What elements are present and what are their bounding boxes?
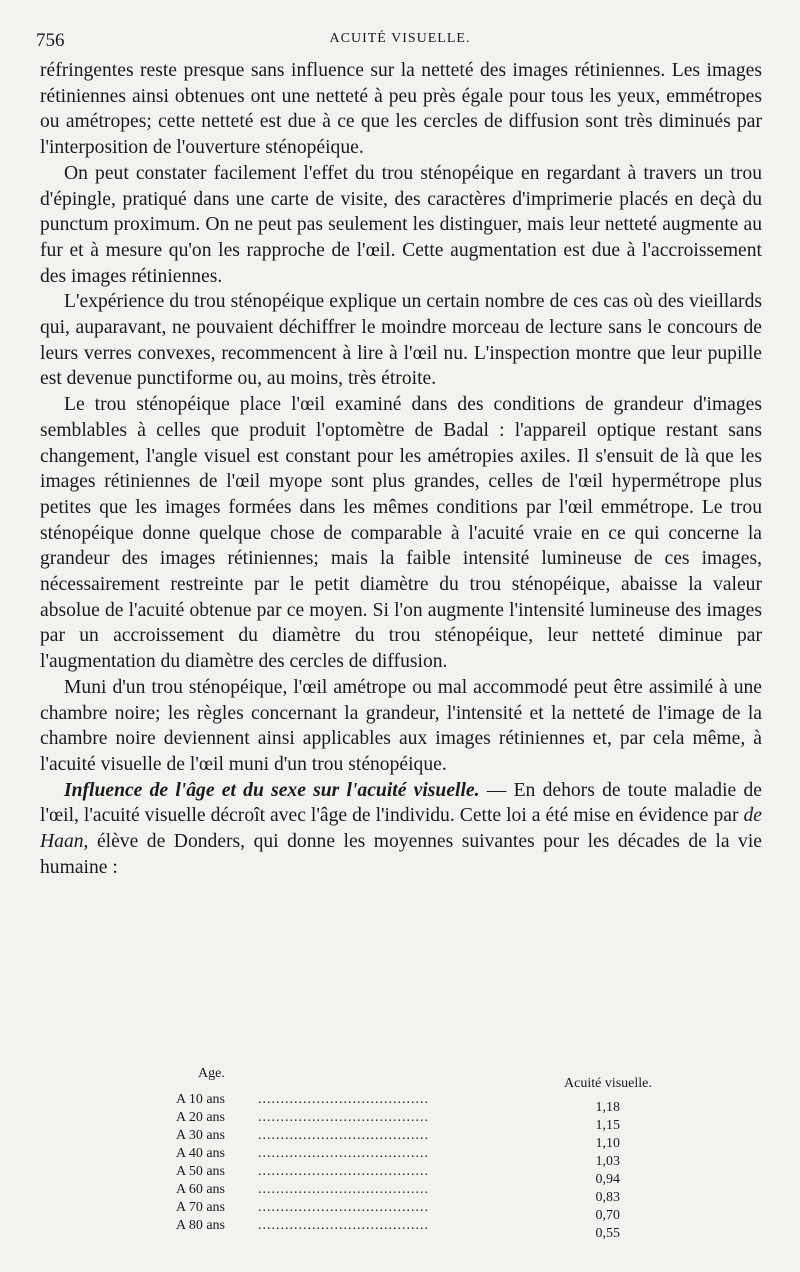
paragraph-continued: réfringentes reste presque sans influence sur la netteté des images rétiniennes. Les images rétiniennes ainsi obtenues ont une netteté à peu près égale pour tous les yeux, emmétropes ou amétropes; cette netteté est due à ce que les cercles de diffusion sont très diminués par l'interposition de l'ouverture sténopéique. xyxy=(40,60,762,159)
acuity-cell: 0,94 xyxy=(595,1172,620,1187)
table-row xyxy=(176,1200,646,1223)
age-cell: A 40 ans xyxy=(176,1146,225,1161)
acuity-cell: 0,55 xyxy=(595,1226,620,1241)
dot-leader: ...................................... xyxy=(258,1182,429,1197)
table-row xyxy=(176,1092,646,1115)
age-cell: A 20 ans xyxy=(176,1110,225,1125)
age-cell: A 50 ans xyxy=(176,1164,225,1179)
dot-leader: ...................................... xyxy=(258,1164,429,1179)
acuity-cell: 0,83 xyxy=(595,1190,620,1205)
paragraph: On peut constater facilement l'effet du trou sténopéique en regardant à travers un trou d'épingle, pratiqué dans une carte de visite, des caractères d'imprimerie placés en deçà du punctum proximum. On ne peut pas seulement les distinguer, mais leur netteté augmente au fur et à mesure qu'on les rapproche de l'œil. Cette augmentation est due à l'accroissement des images rétiniennes. xyxy=(40,162,762,287)
section-paragraph xyxy=(40,778,762,881)
page-header xyxy=(36,26,764,52)
dot-leader: ...................................... xyxy=(258,1110,429,1125)
acuity-cell: 0,70 xyxy=(595,1208,620,1223)
table-row xyxy=(176,1218,646,1241)
section-text-end: , élève de Donders, qui donne les moyennes suivantes pour les décades de la vie humaine : xyxy=(40,831,762,878)
acuity-cell: 1,18 xyxy=(595,1100,620,1115)
table-row xyxy=(176,1146,646,1169)
acuity-cell: 1,10 xyxy=(595,1136,620,1151)
table-header-age: Age. xyxy=(198,1066,225,1081)
section-heading: Influence de l'âge et du sexe sur l'acuité visuelle. xyxy=(64,779,480,801)
table-row xyxy=(176,1182,646,1205)
table-row xyxy=(176,1110,646,1133)
section-text-start: — En dehors de toute maladie de l'œil, l'acuité visuelle décroît avec l'âge de l'individu. Cette loi a été mise en évidence par xyxy=(40,779,762,827)
dot-leader: ...................................... xyxy=(258,1146,429,1161)
age-cell: A 60 ans xyxy=(176,1182,225,1197)
page-number: 756 xyxy=(36,30,65,51)
paragraph: L'expérience du trou sténopéique explique un certain nombre de ces cas où des vieillards qui, auparavant, ne pouvaient déchiffrer le moindre morceau de lecture sans le concours de leurs verres convexes, recommencent à lire à l'œil nu. L'inspection montre que leur pupille est devenue punctiforme ou, au moins, très étroite. xyxy=(40,291,762,390)
acuity-cell: 1,15 xyxy=(595,1118,620,1133)
dot-leader: ...................................... xyxy=(258,1218,429,1233)
age-cell: A 30 ans xyxy=(176,1128,225,1143)
acuity-cell: 1,03 xyxy=(595,1154,620,1169)
age-cell: A 10 ans xyxy=(176,1092,225,1107)
paragraph: Le trou sténopéique place l'œil examiné dans des conditions de grandeur d'images semblables à celles que produit l'optomètre de Badal : l'appareil optique restant sans changement, l'angle visuel est constant pour les amétropies axiles. Il s'ensuit de là que les images rétiniennes de l'œil myope sont plus grandes, celles de l'œil hypermétrope plus petites que les images formées dans les mêmes conditions par l'œil emmétrope. Le trou sténopéique donne quelque chose de comparable à l'acuité vraie en ce qui concerne la grandeur des images rétiniennes; mais la faible intensité lumineuse de ces images, nécessairement restreinte par le petit diamètre du trou sténopéique, abaisse la valeur absolue de l'acuité obtenue par ce moyen. Si l'on augmente l'intensité lumineuse des images par un accroissement du diamètre du trou sténopéique, leur netteté diminue par l'augmentation du diamètre des cercles de diffusion. xyxy=(40,394,762,673)
dot-leader: ...................................... xyxy=(258,1200,429,1215)
age-cell: A 80 ans xyxy=(176,1218,225,1233)
acuity-table xyxy=(176,1066,676,1256)
age-cell: A 70 ans xyxy=(176,1200,225,1215)
table-header-acuity: Acuité visuelle. xyxy=(564,1076,652,1091)
table-row xyxy=(176,1128,646,1151)
author-name: de Haan xyxy=(40,805,762,853)
dot-leader: ...................................... xyxy=(258,1128,429,1143)
table-row xyxy=(176,1164,646,1187)
dot-leader: ...................................... xyxy=(258,1092,429,1107)
body-text xyxy=(40,58,762,881)
paragraph: Muni d'un trou sténopéique, l'œil amétrope ou mal accommodé peut être assimilé à une chambre noire; les règles concernant la grandeur, l'intensité et la netteté de l'image de la chambre noire deviennent ainsi applicables aux images rétiniennes et, par cela même, à l'acuité visuelle de l'œil muni d'un trou sténopéique. xyxy=(40,676,762,775)
running-title: ACUITÉ VISUELLE. xyxy=(329,31,471,46)
